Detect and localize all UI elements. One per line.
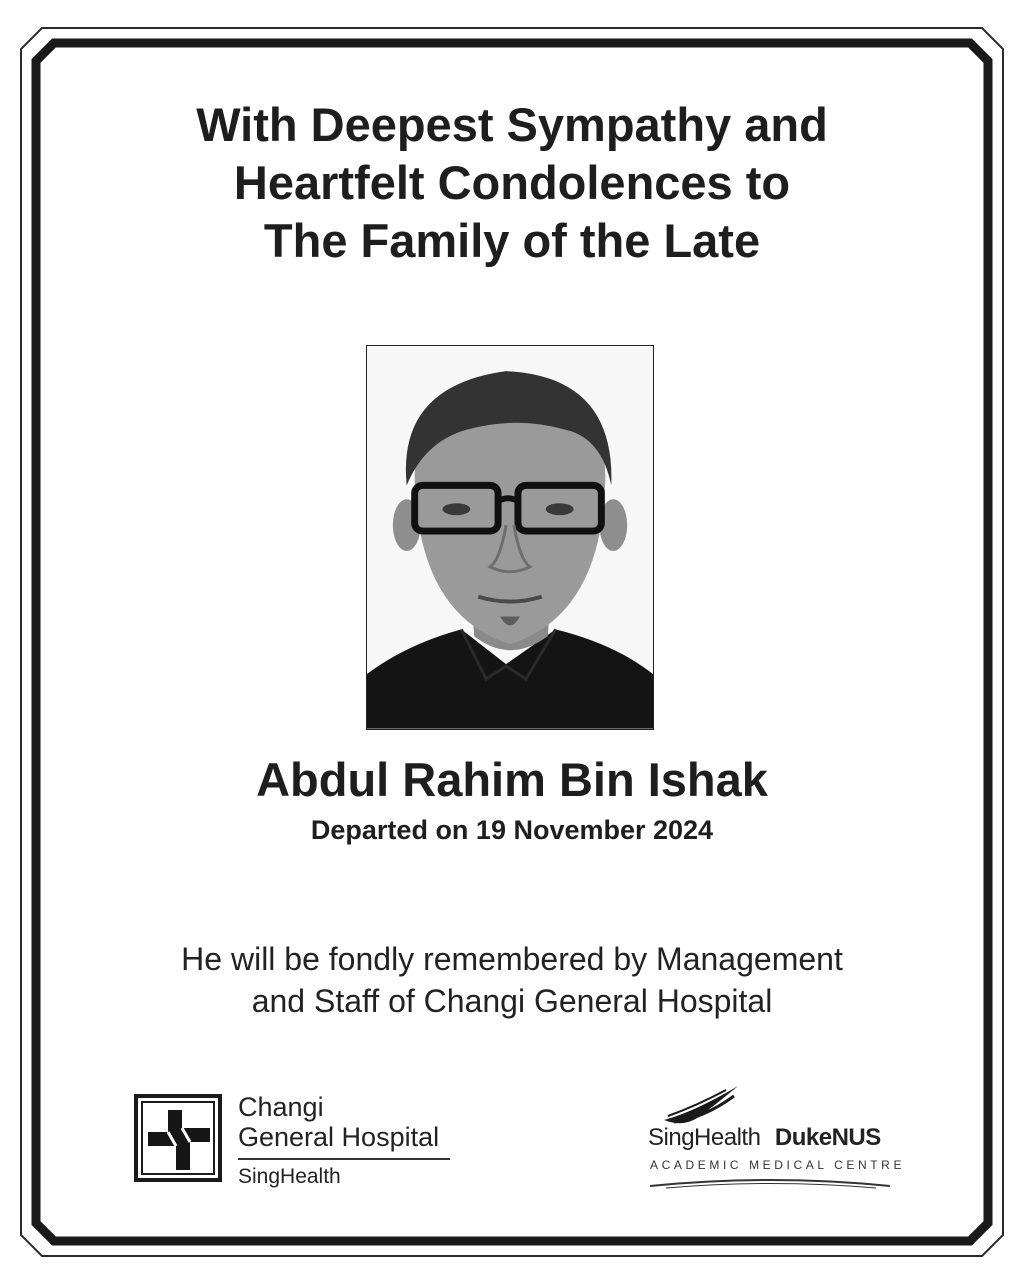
amc-underline-arc [646,1174,896,1190]
portrait-photo [366,345,654,730]
memory-line-1: He will be fondly remembered by Management [181,941,843,977]
cgh-cross-icon [134,1094,222,1182]
heading-line-3: The Family of the Late [263,214,761,267]
departed-date: Departed on 19 November 2024 [310,815,714,845]
heading-line-2: Heartfelt Condolences to [233,156,791,209]
dukenus-wordmark: DukeNUS [774,1124,881,1151]
amc-brand-names [648,1124,881,1152]
cgh-logo [134,1092,464,1192]
cgh-singhealth-label: SingHealth [238,1165,341,1188]
amc-logo [646,1082,906,1194]
cgh-wordmark [238,1092,464,1190]
heading-line-1: With Deepest Sympathy and [196,98,828,151]
singhealth-wordmark: SingHealth [648,1124,761,1151]
amc-subtitle: ACADEMIC MEDICAL CENTRE [650,1158,906,1172]
deceased-name: Abdul Rahim Bin Ishak [256,753,768,806]
memory-line-2: and Staff of Changi General Hospital [251,983,773,1019]
cgh-name-line-2: General Hospital [238,1122,440,1152]
memory-message [0,938,1024,1022]
cgh-divider [238,1158,450,1160]
portrait-illustration [367,346,653,729]
condolence-heading [0,96,1024,270]
cgh-name-line-1: Changi [238,1092,324,1122]
